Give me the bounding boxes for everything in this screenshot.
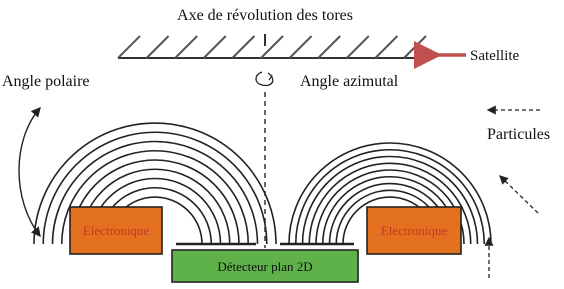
- satellite-plate: [118, 34, 426, 58]
- detector-label: Détecteur plan 2D: [217, 259, 313, 274]
- electronics-left-box: [70, 207, 162, 254]
- electronics-left-label: Electronique: [82, 223, 150, 238]
- satellite-hatch-line: [404, 36, 426, 58]
- polar-angle-label: Angle polaire: [2, 73, 90, 90]
- satellite-label: Satellite: [470, 48, 520, 64]
- satellite-hatch-line: [290, 36, 312, 58]
- particles-arrow-diagonal: [500, 176, 538, 213]
- satellite-hatch-line: [318, 36, 340, 58]
- azimuthal-rotation-icon: [256, 72, 273, 85]
- particles-label: Particules: [487, 126, 551, 143]
- satellite-hatch-line: [375, 36, 397, 58]
- satellite-hatching: [118, 36, 426, 58]
- satellite-hatch-line: [175, 36, 197, 58]
- axis-title: Axe de révolution des tores: [177, 7, 353, 24]
- satellite-hatch-line: [204, 36, 226, 58]
- azimuthal-angle-label: Angle azimutal: [300, 73, 399, 90]
- satellite-hatch-line: [147, 36, 169, 58]
- electronics-right-label: Electronique: [380, 223, 448, 238]
- satellite-hatch-line: [347, 36, 369, 58]
- satellite-hatch-line: [118, 36, 140, 58]
- detector-box: [172, 250, 358, 282]
- satellite-hatch-line: [232, 36, 254, 58]
- electronics-right-box: [367, 207, 461, 254]
